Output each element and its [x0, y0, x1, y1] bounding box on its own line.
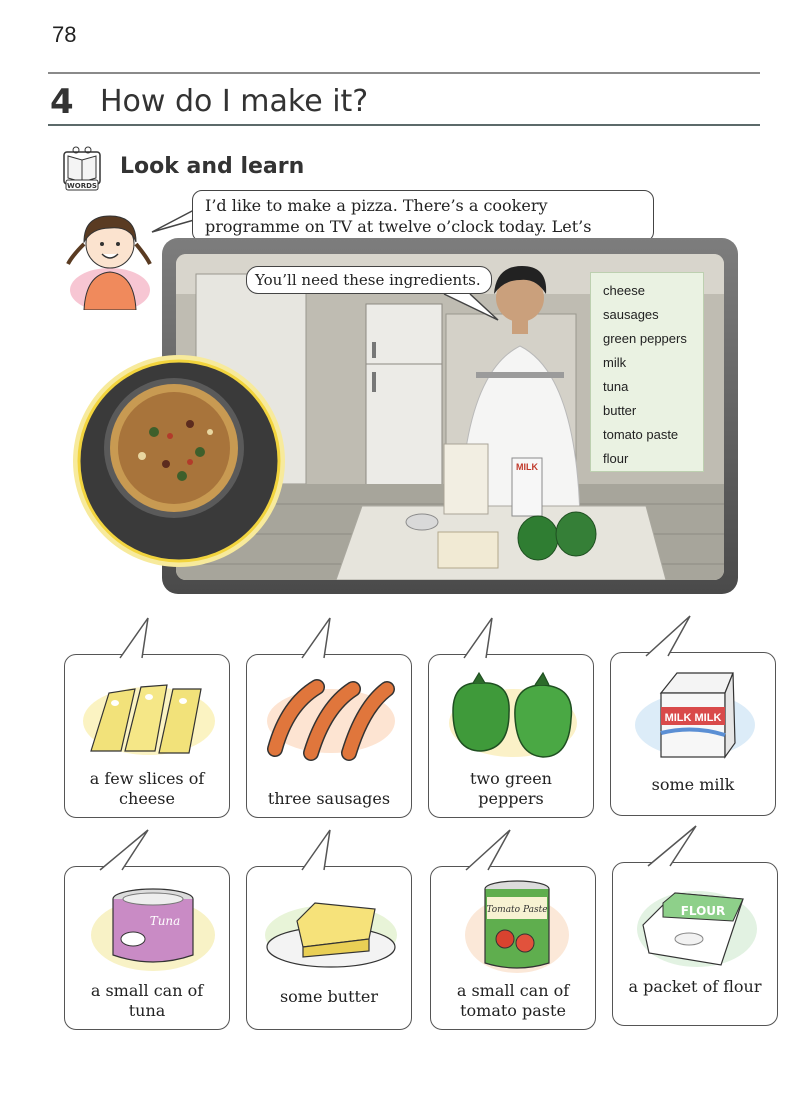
flour-packet-icon: [623, 873, 769, 973]
card-speech-tail: [300, 616, 360, 660]
header-rule-top: [48, 72, 760, 74]
ingredient-item: tuna: [603, 379, 629, 394]
chef-speech-bubble: You’ll need these ingredients.: [246, 266, 492, 294]
girl-speech-bubble: I’d like to make a pizza. There’s a cookery programme on TV at twelve o’clock today. Let’s: [192, 190, 654, 242]
ingredient-card: [428, 654, 594, 818]
girl-illustration: [62, 200, 154, 310]
card-speech-tail: [646, 824, 706, 868]
ingredient-item: tomato paste: [603, 427, 679, 442]
pizza-photo: [70, 352, 288, 570]
card-speech-tail: [464, 828, 524, 872]
ingredient-item: butter: [603, 403, 637, 418]
cheese-slices-icon: [75, 665, 221, 765]
ingredient-card: [610, 652, 776, 816]
ingredient-card: [246, 654, 412, 818]
card-speech-tail: [462, 616, 522, 660]
card-label: some butter: [279, 987, 379, 1006]
sausages-icon: [257, 665, 403, 765]
flour-art-label: FLOUR: [680, 904, 726, 918]
card-speech-tail: [98, 828, 158, 872]
card-label: three sausages: [267, 789, 391, 808]
ingredient-item: green peppers: [603, 331, 687, 346]
ingredients-list: [590, 272, 704, 472]
milk-carton-label: MILK: [516, 462, 538, 472]
milk-art-label: MILK MILK: [664, 712, 722, 724]
ingredient-card: [612, 862, 778, 1026]
ingredient-item: sausages: [603, 307, 659, 322]
tomato-art-label: Tomato Paste: [486, 905, 548, 915]
green-peppers-icon: [439, 665, 585, 765]
tuna-art-label: Tuna: [149, 914, 181, 928]
tomato-paste-can-icon: [441, 877, 587, 977]
chapter-title: How do I make it?: [100, 84, 369, 119]
card-speech-tail: [644, 614, 704, 658]
words-book-icon: [60, 142, 104, 192]
chef-bubble-tail: [440, 292, 510, 322]
tuna-can-icon: [75, 877, 221, 977]
card-label: a small can of tomato paste: [456, 981, 570, 1020]
card-speech-tail: [118, 616, 178, 660]
ingredient-card: [246, 866, 412, 1030]
header-rule-bottom: [48, 124, 760, 126]
ingredient-card: [430, 866, 596, 1030]
card-label: some milk: [651, 775, 735, 794]
page-number: 78: [52, 22, 77, 47]
card-label: a small can of tuna: [90, 981, 204, 1020]
milk-carton-icon: [621, 663, 767, 763]
ingredient-item: flour: [603, 451, 629, 466]
card-speech-tail: [300, 828, 360, 872]
card-label: two green peppers: [470, 769, 552, 808]
section-title: Look and learn: [120, 154, 305, 179]
words-icon-label: WORDS: [67, 182, 97, 190]
butter-icon: [257, 877, 403, 977]
ingredient-card: [64, 866, 230, 1030]
card-label: a few slices of cheese: [89, 769, 205, 808]
ingredient-item: cheese: [603, 283, 645, 298]
chapter-number: 4: [50, 82, 74, 122]
ingredient-card: [64, 654, 230, 818]
card-label: a packet of flour: [628, 977, 762, 996]
ingredient-item: milk: [603, 355, 627, 370]
